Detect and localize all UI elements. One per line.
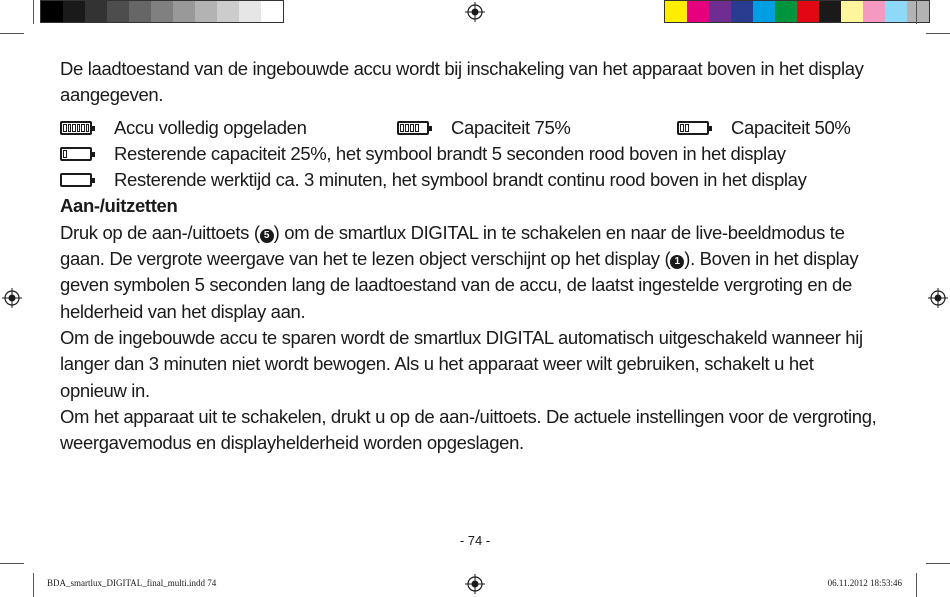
color-swatch-3 bbox=[731, 1, 753, 22]
grey-swatch-1 bbox=[63, 1, 85, 22]
grey-swatch-4 bbox=[129, 1, 151, 22]
power-text-a: Druk op de aan-/uittoets ( bbox=[60, 221, 260, 243]
page-number: - 74 - bbox=[459, 533, 491, 548]
battery-25-label: Resterende capaciteit 25%, het symbool brandt 5 seconden rood boven in het display bbox=[114, 142, 786, 164]
registration-mark-top-icon bbox=[465, 2, 485, 22]
color-swatch-5 bbox=[775, 1, 797, 22]
grey-swatch-2 bbox=[85, 1, 107, 22]
grey-swatch-0 bbox=[41, 1, 63, 22]
battery-75-icon bbox=[397, 121, 429, 135]
battery-item-full bbox=[60, 115, 397, 141]
switch-off-paragraph: Om het apparaat uit te schakelen, drukt u op de aan-/uittoets. De actuele instellingen voor de vergroting, weergavemodus en displayhelderheid worden opgeslagen. bbox=[60, 405, 877, 454]
power-text-b: ) om de smartlux DIGITAL in te schakelen en naar de live-beeldmodus te gaan. De vergrote weergave van het te lezen object verschijnt op het display ( bbox=[60, 221, 845, 270]
color-swatch-0 bbox=[665, 1, 687, 22]
crop-mark-bottom-right bbox=[926, 563, 950, 564]
grey-calibration-bar bbox=[40, 0, 284, 23]
callout-5-icon: 5 bbox=[260, 229, 274, 243]
grey-swatch-8 bbox=[217, 1, 239, 22]
battery-full-label: Accu volledig opgeladen bbox=[114, 116, 307, 138]
page-body bbox=[60, 56, 880, 456]
crop-mark-top-right-v bbox=[916, 0, 917, 24]
section-heading: Aan-/uitzetten bbox=[60, 195, 178, 217]
grey-swatch-5 bbox=[151, 1, 173, 22]
battery-25-icon bbox=[60, 147, 92, 161]
callout-1-icon: 1 bbox=[670, 255, 684, 269]
grey-swatch-7 bbox=[195, 1, 217, 22]
intro-paragraph: De laadtoestand van de ingebouwde accu wordt bij inschakeling van het apparaat boven in het display aangegeven. bbox=[60, 58, 864, 106]
crop-mark-top-right bbox=[926, 33, 950, 34]
grey-swatch-6 bbox=[173, 1, 195, 22]
registration-mark-right-icon bbox=[928, 288, 948, 308]
grey-swatch-10 bbox=[261, 1, 283, 22]
battery-item-50 bbox=[677, 115, 851, 141]
crop-mark-bottom-left bbox=[0, 563, 24, 564]
footer-filename: BDA_smartlux_DIGITAL_final_multi.indd 74 bbox=[47, 578, 217, 588]
color-swatch-2 bbox=[709, 1, 731, 22]
crop-mark-bottom-right-v bbox=[916, 573, 917, 597]
battery-row-25 bbox=[60, 141, 880, 167]
battery-empty-icon bbox=[60, 173, 92, 187]
color-swatch-6 bbox=[797, 1, 819, 22]
color-swatch-4 bbox=[753, 1, 775, 22]
battery-75-label: Capaciteit 75% bbox=[451, 116, 571, 138]
battery-empty-label: Resterende werktijd ca. 3 minuten, het symbool brandt continu rood boven in het display bbox=[114, 169, 807, 191]
registration-mark-left-icon bbox=[2, 288, 22, 308]
registration-mark-bottom-icon bbox=[465, 574, 485, 594]
color-swatch-11 bbox=[907, 1, 929, 22]
battery-item-75 bbox=[397, 115, 677, 141]
color-swatch-10 bbox=[885, 1, 907, 22]
crop-mark-top-left-v bbox=[33, 0, 34, 24]
footer-timestamp: 06.11.2012 18:53:46 bbox=[827, 578, 902, 588]
battery-50-icon bbox=[677, 121, 709, 135]
power-text-c: ). Boven in het display geven symbolen 5 seconden lang de laadtoestand van de accu, de laatst ingestelde vergroting en de helderheid van het display aan. bbox=[60, 248, 859, 322]
color-calibration-bar bbox=[664, 0, 930, 23]
battery-full-icon bbox=[60, 121, 92, 135]
color-swatch-1 bbox=[687, 1, 709, 22]
battery-legend bbox=[60, 115, 880, 194]
color-swatch-9 bbox=[863, 1, 885, 22]
battery-row-top bbox=[60, 115, 880, 141]
crop-mark-bottom-left-v bbox=[33, 573, 34, 597]
auto-off-paragraph: Om de ingebouwde accu te sparen wordt de smartlux DIGITAL automatisch uitgeschakeld wanneer hij langer dan 3 minuten niet wordt bewogen. Als u het apparaat weer wilt gebruiken, schakelt u het opnieuw in. bbox=[60, 326, 863, 401]
battery-50-label: Capaciteit 50% bbox=[731, 116, 851, 138]
color-swatch-8 bbox=[841, 1, 863, 22]
grey-swatch-3 bbox=[107, 1, 129, 22]
grey-swatch-9 bbox=[239, 1, 261, 22]
battery-row-empty bbox=[60, 167, 880, 193]
power-paragraph bbox=[60, 220, 880, 325]
color-swatch-7 bbox=[819, 1, 841, 22]
crop-mark-top-left bbox=[0, 33, 24, 34]
